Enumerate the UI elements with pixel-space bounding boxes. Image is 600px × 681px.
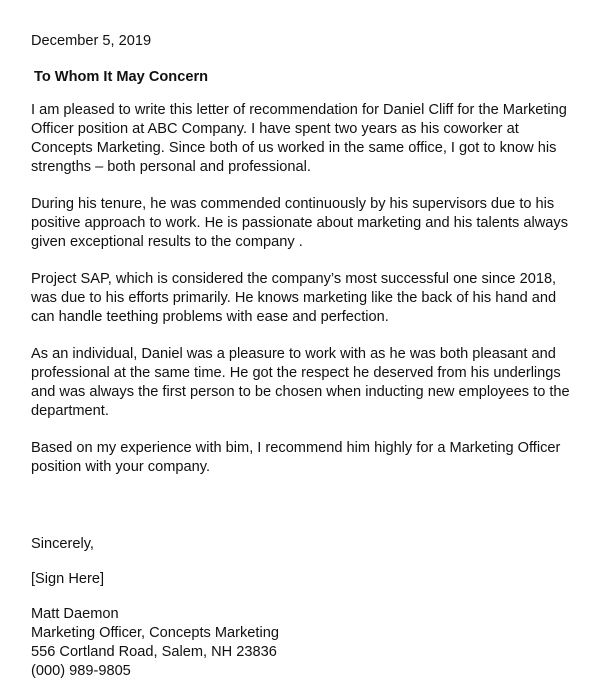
signer-address: 556 Cortland Road, Salem, NH 23836: [31, 644, 277, 660]
body-paragraph-project: Project SAP, which is considered the company’s most successful one since 2018, was due to his efforts primarily. He knows marketing like the back of his hand and can handle teething problems with ease and perfection.: [31, 271, 557, 325]
letter-body: [31, 101, 571, 477]
body-paragraph-recommendation: Based on my experience with bim, I recommend him highly for a Marketing Officer position with your company.: [31, 440, 561, 475]
recommendation-letter: [31, 32, 571, 681]
body-paragraph-tenure: During his tenure, he was commended continuously by his supervisors due to his positive approach to work. He is passionate about marketing and his talents always given exceptional results to the company .: [31, 196, 569, 250]
body-paragraph-intro: I am pleased to write this letter of recommendation for Daniel Cliff for the Marketing Officer position at ABC Company. I have spent two years as his coworker at Concepts Marketing. Since both of us worked in the same office, I got to know his strengths – both personal and professional.: [31, 102, 567, 175]
signer-title: Marketing Officer, Concepts Marketing: [31, 625, 279, 641]
letter-closing: Sincerely,: [31, 536, 94, 552]
signature-placeholder: [Sign Here]: [31, 571, 105, 587]
signature-block: [31, 605, 571, 681]
signer-phone: (000) 989-9805: [31, 663, 131, 679]
body-paragraph-personal: As an individual, Daniel was a pleasure to work with as he was both pleasant and professional at the same time. He got the respect he deserved from his underlings and was always the first person to be chosen when inducting new employees to the department.: [31, 346, 570, 419]
letter-salutation: To Whom It May Concern: [34, 69, 209, 85]
signer-name: Matt Daemon: [31, 606, 119, 622]
letter-date: December 5, 2019: [31, 33, 152, 49]
